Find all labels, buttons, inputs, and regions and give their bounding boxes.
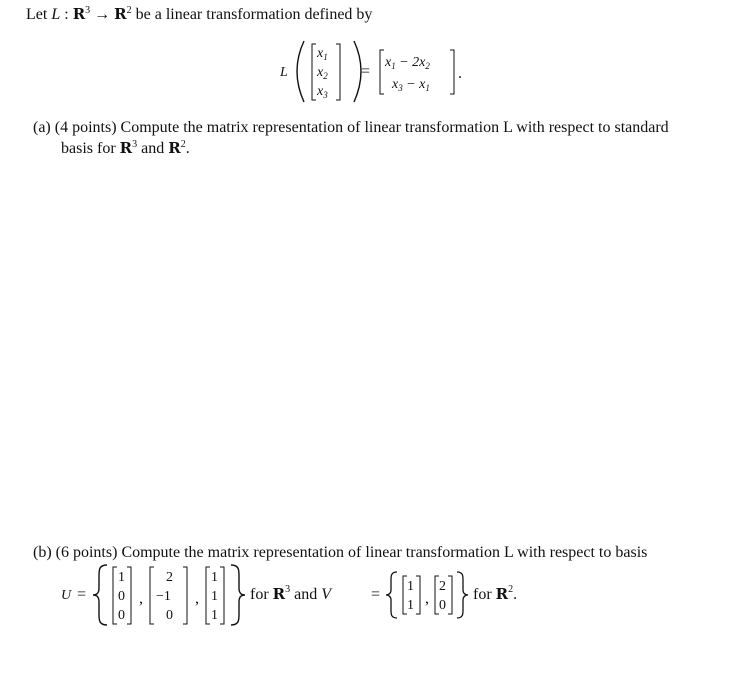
svg-text:0: 0 bbox=[439, 598, 446, 613]
right-paren bbox=[354, 41, 361, 102]
svg-text:2: 2 bbox=[166, 570, 173, 585]
part-b-points: (6 points) bbox=[55, 544, 118, 561]
definition-equation bbox=[270, 36, 470, 106]
part-b-label: (b) bbox=[33, 544, 52, 561]
part-a-text: Compute the matrix representation of linear transformation L with respect to standard bbox=[120, 119, 669, 136]
basis-V-vector-2 bbox=[439, 579, 446, 613]
U3-left-bracket bbox=[206, 567, 210, 624]
basis-V-vector-1 bbox=[407, 579, 414, 613]
V1-right-bracket bbox=[416, 576, 420, 614]
part-a-line1 bbox=[33, 118, 669, 138]
map-name: L bbox=[51, 6, 61, 23]
svg-text:2: 2 bbox=[439, 579, 446, 594]
U3-right-bracket bbox=[220, 567, 224, 624]
real-set-symbol-4: R bbox=[168, 139, 181, 157]
svg-text:1: 1 bbox=[211, 608, 218, 623]
svg-text:1: 1 bbox=[407, 598, 414, 613]
V-left-brace bbox=[386, 572, 397, 618]
intro-line bbox=[26, 4, 372, 25]
basis-U-vector-3 bbox=[211, 570, 218, 623]
svg-text:1: 1 bbox=[407, 579, 414, 594]
U1-right-bracket bbox=[127, 567, 131, 624]
svg-text:0: 0 bbox=[166, 608, 173, 623]
output-vector bbox=[384, 55, 430, 93]
left-paren bbox=[297, 41, 304, 102]
part-a-exp1: 3 bbox=[132, 139, 138, 150]
svg-text:1: 1 bbox=[211, 570, 218, 585]
svg-text:1: 1 bbox=[118, 570, 125, 585]
basis-V-equals: = bbox=[371, 586, 381, 603]
V-right-brace bbox=[457, 572, 468, 618]
part-a-points: (4 points) bbox=[54, 119, 117, 136]
svg-text:0: 0 bbox=[118, 608, 125, 623]
V2-right-bracket bbox=[448, 576, 452, 614]
U2-left-bracket bbox=[150, 567, 154, 624]
input-right-bracket bbox=[336, 44, 340, 100]
part-a-label: (a) bbox=[33, 119, 51, 136]
part-a-line2 bbox=[61, 138, 190, 159]
svg-text:x3 − x1: $x_3 - x_1$ bbox=[392, 77, 430, 93]
part-a-line2-lead: basis for bbox=[61, 140, 120, 157]
input-left-bracket bbox=[312, 44, 316, 100]
part-a-exp2: 2 bbox=[180, 139, 186, 150]
real-set-symbol: R bbox=[72, 5, 86, 23]
end-period: . bbox=[458, 65, 462, 82]
output-right-bracket bbox=[450, 50, 454, 94]
part-a-end: . bbox=[185, 140, 190, 157]
U-right-brace bbox=[231, 565, 245, 625]
intro-lead: Let bbox=[26, 6, 52, 23]
real-set-symbol-2: R bbox=[114, 5, 127, 23]
svg-text:−1: −1 bbox=[156, 589, 171, 604]
U1-left-bracket bbox=[113, 567, 117, 624]
U-left-brace bbox=[93, 565, 107, 625]
svg-text:x1: $x_1$ bbox=[317, 46, 328, 62]
output-left-bracket bbox=[380, 50, 384, 94]
for-R3-text: for $R^3$ and V bbox=[250, 584, 332, 603]
comma-3: , bbox=[425, 590, 429, 607]
svg-text:0: 0 bbox=[118, 589, 125, 604]
part-b-text: Compute the matrix representation of linear transformation L with respect to basis bbox=[121, 544, 648, 561]
colon: : bbox=[60, 6, 73, 23]
for-R2-text: for $R^2$. bbox=[473, 584, 518, 603]
input-vector bbox=[316, 46, 328, 100]
basis-U-vector-1 bbox=[118, 570, 125, 623]
svg-text:x1 − 2x2: $x_1 - 2x_2$ bbox=[385, 55, 430, 71]
real-set-symbol-3: R bbox=[119, 139, 133, 157]
svg-text:x2: $x_2$ bbox=[317, 65, 328, 81]
basis-U-vector-2 bbox=[156, 570, 173, 623]
operator-L: L bbox=[280, 65, 288, 80]
U2-right-bracket bbox=[183, 567, 187, 624]
comma-2: , bbox=[195, 590, 199, 607]
svg-text:1: 1 bbox=[211, 589, 218, 604]
domain-exponent: 3 bbox=[85, 5, 91, 16]
equals-sign: = bbox=[361, 63, 371, 80]
svg-text:x3: $x_3$ bbox=[317, 84, 328, 100]
part-b-line1 bbox=[33, 543, 647, 563]
arrow-symbol: → bbox=[94, 6, 111, 23]
comma-1: , bbox=[139, 590, 143, 607]
basis-U-name: U bbox=[61, 588, 72, 603]
part-a-and: and bbox=[137, 140, 169, 157]
intro-rest: be a linear transformation defined by bbox=[131, 6, 373, 23]
bases-equation bbox=[55, 562, 518, 628]
codomain-exponent: 2 bbox=[126, 5, 132, 16]
basis-U-equals: = bbox=[77, 586, 87, 603]
